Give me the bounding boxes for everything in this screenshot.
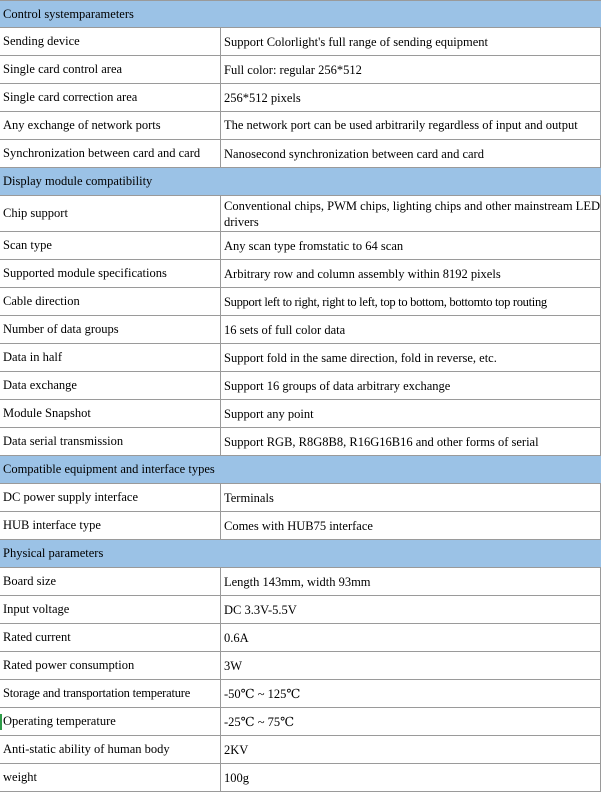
- param-name: Sending device: [0, 28, 221, 55]
- param-name: Number of data groups: [0, 316, 221, 343]
- param-name: Board size: [0, 568, 221, 595]
- param-name: Module Snapshot: [0, 400, 221, 427]
- section-header-control-system: [0, 0, 601, 28]
- param-value: -25℃ ~ 75℃: [221, 708, 601, 735]
- param-value: 0.6A: [221, 624, 601, 651]
- table-row: [0, 196, 601, 232]
- param-value: -50℃ ~ 125℃: [221, 680, 601, 707]
- param-value: Length 143mm, width 93mm: [221, 568, 601, 595]
- param-name: Cable direction: [0, 288, 221, 315]
- table-row: [0, 84, 601, 112]
- table-row: [0, 680, 601, 708]
- param-value: Comes with HUB75 interface: [221, 512, 601, 539]
- param-name: Data in half: [0, 344, 221, 371]
- param-value: Support any point: [221, 400, 601, 427]
- param-value: The network port can be used arbitrarily regardless of input and output: [221, 112, 601, 139]
- table-row: [0, 28, 601, 56]
- section-title: Physical parameters: [3, 546, 104, 560]
- param-value: DC 3.3V-5.5V: [221, 596, 601, 623]
- table-row: [0, 260, 601, 288]
- param-name: Rated power consumption: [0, 652, 221, 679]
- table-row: [0, 652, 601, 680]
- param-value: 3W: [221, 652, 601, 679]
- param-value: Support RGB, R8G8B8, R16G16B16 and other forms of serial: [221, 428, 601, 455]
- table-row: [0, 344, 601, 372]
- table-row: [0, 708, 601, 736]
- param-value: 100g: [221, 764, 601, 791]
- section-title: Control systemparameters: [3, 7, 134, 21]
- param-name: Input voltage: [0, 596, 221, 623]
- param-name: Scan type: [0, 232, 221, 259]
- param-value: Support Colorlight's full range of sending equipment: [221, 28, 601, 55]
- param-value: Any scan type fromstatic to 64 scan: [221, 232, 601, 259]
- param-name: HUB interface type: [0, 512, 221, 539]
- section-title: Display module compatibility: [3, 174, 153, 188]
- param-name: Rated current: [0, 624, 221, 651]
- table-row: [0, 400, 601, 428]
- table-row: [0, 316, 601, 344]
- param-name: Data exchange: [0, 372, 221, 399]
- table-row: [0, 596, 601, 624]
- param-name: Anti-static ability of human body: [0, 736, 221, 763]
- table-row: [0, 568, 601, 596]
- table-row: [0, 112, 601, 140]
- param-value: Conventional chips, PWM chips, lighting chips and other mainstream LED drivers: [221, 196, 601, 231]
- param-name: DC power supply interface: [0, 484, 221, 511]
- param-name: Single card correction area: [0, 84, 221, 111]
- table-row: [0, 512, 601, 540]
- section-header-physical-parameters: [0, 540, 601, 568]
- param-name: Supported module specifications: [0, 260, 221, 287]
- param-name: Synchronization between card and card: [0, 140, 221, 167]
- param-value: Nanosecond synchronization between card and card: [221, 140, 601, 167]
- param-value: Support left to right, right to left, top to bottom, bottomto top routing: [221, 288, 601, 315]
- section-header-compatible-equipment: [0, 456, 601, 484]
- section-header-display-module: [0, 168, 601, 196]
- param-value: Terminals: [221, 484, 601, 511]
- section-title: Compatible equipment and interface types: [3, 462, 215, 476]
- param-value: Full color: regular 256*512: [221, 56, 601, 83]
- table-row: [0, 428, 601, 456]
- param-name: Storage and transportation temperature: [0, 680, 221, 707]
- param-value: Support fold in the same direction, fold in reverse, etc.: [221, 344, 601, 371]
- param-value: 16 sets of full color data: [221, 316, 601, 343]
- table-row: [0, 288, 601, 316]
- param-value: Arbitrary row and column assembly within 8192 pixels: [221, 260, 601, 287]
- table-row: [0, 56, 601, 84]
- param-name: Single card control area: [0, 56, 221, 83]
- param-name: Operating temperature: [0, 708, 221, 735]
- table-row: [0, 232, 601, 260]
- table-row: [0, 764, 601, 792]
- param-name: Any exchange of network ports: [0, 112, 221, 139]
- param-name: weight: [0, 764, 221, 791]
- param-name: Chip support: [0, 196, 221, 231]
- table-row: [0, 372, 601, 400]
- param-name: Data serial transmission: [0, 428, 221, 455]
- table-row: [0, 624, 601, 652]
- param-value: Support 16 groups of data arbitrary exchange: [221, 372, 601, 399]
- param-value: 2KV: [221, 736, 601, 763]
- table-row: [0, 484, 601, 512]
- table-row: [0, 736, 601, 764]
- table-row: [0, 140, 601, 168]
- param-value: 256*512 pixels: [221, 84, 601, 111]
